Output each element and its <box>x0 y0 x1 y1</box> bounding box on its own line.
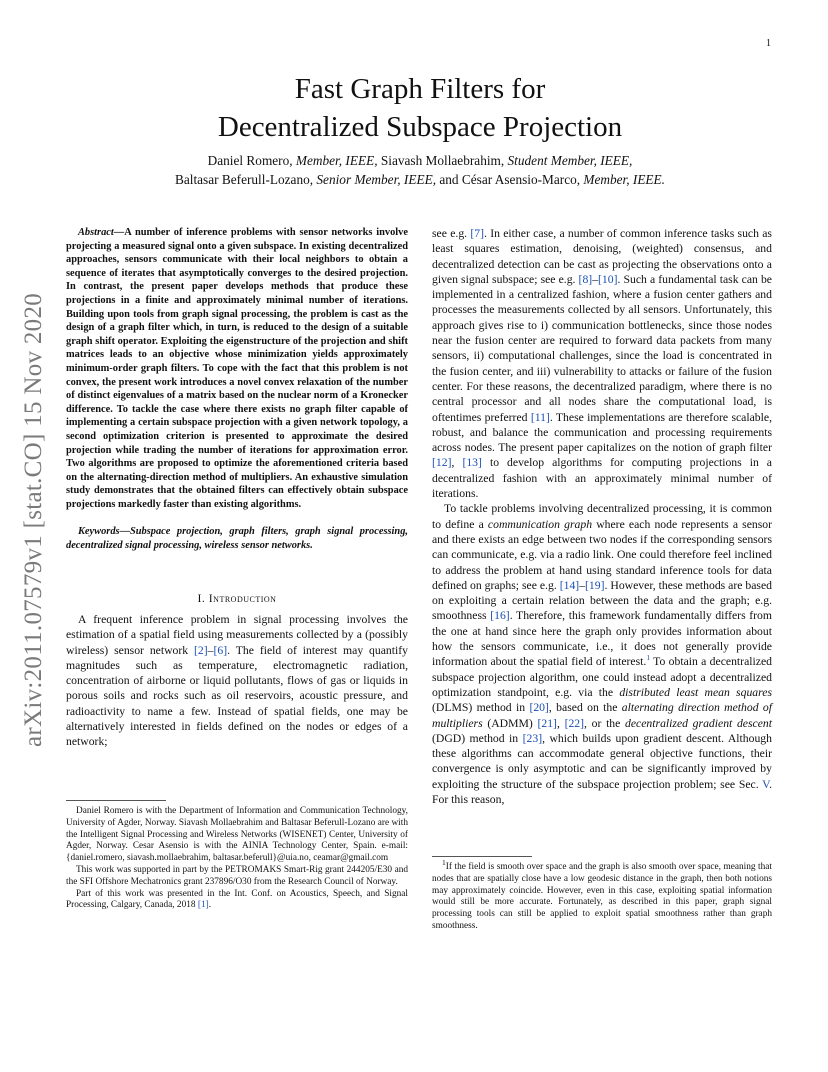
citation-link[interactable]: [10] <box>598 272 618 286</box>
affiliation-footnotes <box>66 800 408 912</box>
citation-link[interactable]: [6] <box>213 643 228 657</box>
paper-title <box>60 70 780 146</box>
author-name: Daniel Romero, <box>207 153 293 168</box>
citation-link[interactable]: [22] <box>564 716 585 730</box>
citation-link[interactable]: [8] <box>578 272 593 286</box>
text-span: (DGD) method in <box>432 731 523 745</box>
citation-link[interactable]: [20] <box>529 701 549 715</box>
author-role: Member, IEEE, <box>295 153 378 168</box>
text-span: . The field of interest may quantify magnitudes such as temperature, electromagnetic radiation, concentration of airborne or liquid pollutants, flows of gas or liquids in porous soils and rocks such as oil reservoirs, acoustic pressure, and radioactivity to name a few. Instead of spatial fields, one may be alternatively interested in fields defined on the nodes or edges of a network; <box>66 643 408 749</box>
text-span: where each node represents a sensor and there exists an edge between two nodes if the corresponding sensors can communicate, e.g. via a radio link. One could therefore feel inclined to address the problem at hand using standard inference tools for data defined on graphs; see e.g. <box>432 517 773 592</box>
author-role: Member, IEEE. <box>583 172 666 187</box>
intro-paragraph-1 <box>66 612 408 750</box>
author-line-1 <box>60 151 780 170</box>
page-number: 1 <box>766 38 771 49</box>
footnote-rule <box>432 856 532 857</box>
text-span: – <box>207 643 214 657</box>
author-name: Siavash Mollaebrahim, <box>380 153 505 168</box>
citation-link[interactable]: [1] <box>197 900 209 911</box>
title-line-2: Decentralized Subspace Projection <box>217 111 623 143</box>
section-title: Introduction <box>208 591 277 605</box>
affiliation-footnote: Daniel Romero is with the Department of Information and Communication Technology, University of Agder, Norway. Siavash Mollaebrahim and Baltasar Beferull-Lozano are with the Intelligent Signal Processing and Wireless Networks (WISENET) Center, University of Agder, Norway. Cesar Asensio is with the AINIA Technology Center, Spain. e-mail:{daniel.romero, siavash.mollaebrahim, baltasar.beferull}@uia.no, ceamar@gmail.com <box>66 806 408 864</box>
citation-link[interactable]: [19] <box>585 578 605 592</box>
text-span: see e.g. <box>432 227 471 240</box>
text-span: A frequent inference problem in signal processing involves the estimation of a spatial field using measurements collected by a (possibly wireless) sensor network <box>66 612 408 657</box>
footnote-marker[interactable]: 1 <box>646 653 651 663</box>
left-column <box>66 226 408 750</box>
section-number: I. <box>197 591 206 605</box>
text-span: , which builds upon gradient descent. Although these algorithms can accommodate general objective functions, their convergence is only asymptotic and can be significantly improved by exploiting the structure of the subspace projection problem; see Sec. <box>432 731 772 791</box>
text-span: – <box>579 578 586 592</box>
citation-link[interactable]: [14] <box>559 578 580 592</box>
text-span: Part of this work was presented in the Int. Conf. on Acoustics, Speech, and Signal Processing, Calgary, Canada, 2018 <box>66 888 408 911</box>
author-line-2 <box>60 170 780 189</box>
text-span: To tackle problems involving decentralized processing, it is common to define a <box>432 502 772 531</box>
text-span: (DLMS) method in <box>432 701 530 715</box>
text-span: To obtain a decentralized subspace projection algorithm, one could instead adopt a decentralized optimization standpoint, e.g. via the <box>432 655 772 699</box>
citation-link[interactable]: [12] <box>432 456 452 470</box>
text-span: , <box>451 456 463 470</box>
footnote-rule <box>66 800 166 801</box>
keywords-text: —Subspace projection, graph filters, graph signal processing, decentralized signal processing, wireless sensor networks. <box>66 526 408 552</box>
text-span: to develop algorithms for computing projections in a decentralized fashion with an approximately minimal number of iterations. <box>432 456 772 501</box>
text-span: . However, these methods are based on exploiting a certain relation between the data and the graph; e.g. smoothness <box>432 578 772 623</box>
text-span: , based on the <box>548 701 622 715</box>
citation-link[interactable]: [23] <box>522 731 543 745</box>
text-span: . These implementations are therefore scalable, robust, and balance the communication and processing requirements across nodes. The present paper capitalizes on the notion of graph filter <box>432 410 772 455</box>
author-list <box>60 151 780 189</box>
emphasis: distributed least mean squares <box>619 685 772 699</box>
intro-paragraph-3 <box>432 501 772 807</box>
text-span: . <box>208 900 212 911</box>
text-span: . For this reason, <box>432 777 772 806</box>
footnote-text: If the field is smooth over space and the graph is also smooth over space, meaning that nodes that are spatially close have a low geodesic distance in the graph, then both notions may approximately coincide. However, even in this case, exploiting spatial information would still be more accurate. Fortunately, as described in this paper, graph signal processing tools can still be applied to exploit spatial smoothness rather than graph smoothness. <box>432 862 772 931</box>
funding-footnote: This work was supported in part by the PETROMAKS Smart-Rig grant 244205/E30 and the SFI Offshore Mechatronics grant 237896/O30 from the Research Council of Norway. <box>66 864 408 887</box>
arxiv-stamp <box>20 270 50 770</box>
citation-link[interactable]: [16] <box>490 609 510 623</box>
title-line-1: Fast Graph Filters for <box>294 73 546 105</box>
abstract-label: Abstract <box>78 227 114 238</box>
text-span: . Therefore, this framework fundamentally differs from the one at hand since here the graph only provides information about how the sensors communicate, i.e., it does not generally provide information about the spatial field of interest. <box>432 609 772 669</box>
right-footnotes <box>432 856 772 933</box>
keywords-label: Keywords <box>78 526 120 538</box>
abstract-text: —A number of inference problems with sensor networks involve projecting a measured signal onto a given subspace. In existing decentralized approaches, sensors communicate with their local neighbors to obtain a sequence of iterates that asymptotically converges to the desired projection. In contrast, the present paper develops methods that produce these projections in a finite and approximately minimal number of iterations. Building upon tools from graph signal processing, the problem is cast as the design of a graph filter which, in turn, is reduced to the design of a suitable graph shift operator. Exploiting the eigenstructure of the projection and shift matrices leads to an objective whose minimization yields approximately minimum-order graph filters. To cope with the fact that this problem is not convex, the present work introduces a novel convex relaxation of the number of distinct eigenvalues of a matrix based on the nuclear norm of a Kronecker difference. To tackle the case where there exists no graph filter capable of implementing a certain subspace projection with a given network topology, a second optimization criterion is presented to approximate the desired projection while trading the number of iterations for approximation error. Two algorithms are proposed to optimize the aforementioned criteria based on the alternating-direction method of multipliers. An exhaustive simulation study demonstrates that the obtained filters can effectively obtain subspace projections markedly faster than existing algorithms. <box>66 227 408 510</box>
section-link[interactable]: V <box>762 777 770 791</box>
arxiv-stamp-text: arXiv:2011.07579v1 [stat.CO] 15 Nov 2020 <box>20 292 47 748</box>
conference-footnote <box>66 889 408 913</box>
footnote-mark: 1 <box>442 857 446 867</box>
emphasis: decentralized gradient descent <box>625 716 773 730</box>
right-column <box>432 226 772 807</box>
author-role: Senior Member, IEEE, <box>316 172 437 187</box>
keywords <box>66 525 408 552</box>
citation-link[interactable]: [11] <box>530 410 550 424</box>
text-span: . Such a fundamental task can be implemented in a centralized fashion, where a fusion center gathers and processes the measurements collected by all sensors. Unfortunately, this approach gives rise to i) communication bottlenecks, since those nodes near the fusion center are required to forward data packets from many sensors, ii) computational challenges, since the load is concentrated in the fusion center, and iii) vulnerability to attacks or failure of the fusion center. For these reasons, the decentralized paradigm, where there is no central processor and all nodes share the computational load, is oftentimes preferred <box>432 272 772 424</box>
text-span: , <box>556 716 565 730</box>
citation-link[interactable]: [13] <box>462 456 482 470</box>
citation-link[interactable]: [7] <box>470 227 485 240</box>
section-heading <box>66 591 408 606</box>
citation-link[interactable]: [21] <box>537 716 557 730</box>
footnote-1 <box>432 857 772 933</box>
emphasis: alternating direction method of multipliers <box>432 701 773 730</box>
author-name: Baltasar Beferull-Lozano, <box>174 172 314 187</box>
abstract <box>66 226 408 511</box>
intro-paragraph-2 <box>432 226 772 501</box>
author-name: and César Asensio-Marco, <box>439 172 581 187</box>
text-span: (ADMM) <box>482 716 538 730</box>
citation-link[interactable]: [2] <box>194 643 208 657</box>
text-span: . In either case, a number of common inference tasks such as least squares estimation, denoising, (weighted) consensus, and decentralized detection can be cast as projecting the observations onto a given signal subspace; see e.g. <box>432 227 772 286</box>
emphasis: communication graph <box>487 517 593 531</box>
text-span: – <box>592 272 599 286</box>
author-role: Student Member, IEEE, <box>507 153 633 168</box>
text-span: , or the <box>584 716 626 730</box>
